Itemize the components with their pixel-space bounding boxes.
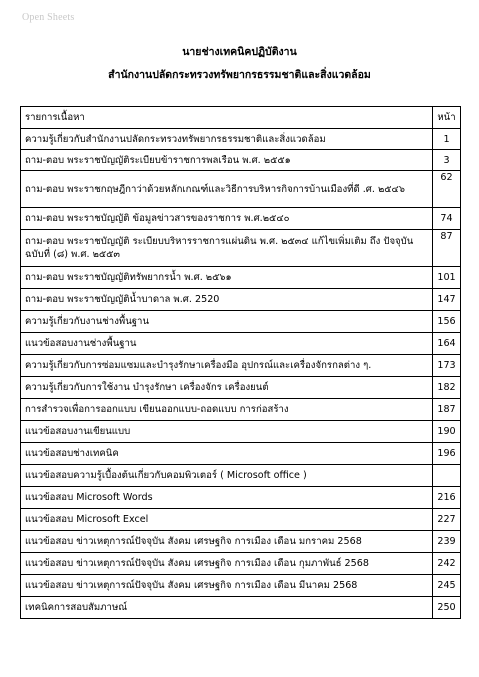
table-row <box>21 208 461 230</box>
toc-header-title: รายการเนื้อหา <box>21 107 433 129</box>
toc-item-page: 196 <box>433 443 461 465</box>
toc-item-title: ถาม-ตอบ พระราชกฤษฎีกาว่าด้วยหลักเกณฑ์และวิธีการบริหารกิจการบ้านเมืองที่ดี .ศ. ๒๕๔๖ <box>21 171 433 208</box>
toc-item-title: ความรู้เกี่ยวกับการซ่อมแซมและบำรุงรักษาเครื่องมือ อุปกรณ์และเครื่องจักรกลต่าง ๆ. <box>21 355 433 377</box>
toc-item-page: 87 <box>433 230 461 267</box>
toc-item-page: 156 <box>433 311 461 333</box>
toc-item-page: 173 <box>433 355 461 377</box>
document-subtitle: สำนักงานปลัดกระทรวงทรัพยากรธรรมชาติและสิ่งแวดล้อม <box>108 69 371 81</box>
toc-item-page: 250 <box>433 597 461 619</box>
toc-item-page: 182 <box>433 377 461 399</box>
toc-item-page: 242 <box>433 553 461 575</box>
toc-item-page: 239 <box>433 531 461 553</box>
table-row <box>21 597 461 619</box>
toc-item-title: แนวข้อสอบงานเขียนแบบ <box>21 421 433 443</box>
table-row <box>21 230 461 267</box>
toc-item-page: 187 <box>433 399 461 421</box>
table-row <box>21 465 461 487</box>
table-row <box>21 509 461 531</box>
table-row <box>21 399 461 421</box>
document-title: นายช่างเทคนิคปฏิบัติงาน <box>182 46 297 58</box>
toc-item-title: แนวข้อสอบ ข่าวเหตุการณ์ปัจจุบัน สังคม เศรษฐกิจ การเมือง เดือน กุมภาพันธ์ 2568 <box>21 553 433 575</box>
toc-item-title: ความรู้เกี่ยวกับสำนักงานปลัดกระทรวงทรัพยากรธรรมชาติและสิ่งแวดล้อม <box>21 129 433 150</box>
table-row <box>21 355 461 377</box>
toc-item-title: แนวข้อสอบ Microsoft Excel <box>21 509 433 531</box>
table-row <box>21 531 461 553</box>
table-row <box>21 421 461 443</box>
table-row <box>21 267 461 289</box>
toc-item-title: แนวข้อสอบงานช่างพื้นฐาน <box>21 333 433 355</box>
toc-item-page <box>433 465 461 487</box>
table-of-contents <box>20 106 461 619</box>
toc-item-title: ถาม-ตอบ พระราชบัญญัติ ข้อมูลข่าวสารของราชการ พ.ศ.๒๕๔๐ <box>21 208 433 230</box>
toc-item-page: 216 <box>433 487 461 509</box>
toc-item-page: 164 <box>433 333 461 355</box>
toc-header-page: หน้า <box>433 107 461 129</box>
toc-item-title: แนวข้อสอบ Microsoft Words <box>21 487 433 509</box>
toc-item-title: ถาม-ตอบ พระราชบัญญัติทรัพยากรน้ำ พ.ศ. ๒๕๖๑ <box>21 267 433 289</box>
table-row <box>21 333 461 355</box>
toc-item-title: ถาม-ตอบ พระราชบัญญัติระเบียบข้าราชการพลเรือน พ.ศ. ๒๕๕๑ <box>21 150 433 171</box>
toc-item-title: ถาม-ตอบ พระราชบัญญัติ ระเบียบบริหารราชการแผ่นดิน พ.ศ. ๒๕๓๔ แก้ไขเพิ่มเติม ถึง ปัจจุบัน ฉบับที่ (๘) พ.ศ. ๒๕๕๓ <box>21 230 433 267</box>
toc-item-title: แนวข้อสอบช่างเทคนิค <box>21 443 433 465</box>
table-row <box>21 289 461 311</box>
toc-item-title: ความรู้เกี่ยวกับงานช่างพื้นฐาน <box>21 311 433 333</box>
toc-item-title: แนวข้อสอบความรู้เบื้องต้นเกี่ยวกับคอมพิวเตอร์ ( Microsoft office ) <box>21 465 433 487</box>
table-row <box>21 487 461 509</box>
toc-item-page: 3 <box>433 150 461 171</box>
toc-item-page: 147 <box>433 289 461 311</box>
toc-header-row <box>21 107 461 129</box>
toc-item-title: แนวข้อสอบ ข่าวเหตุการณ์ปัจจุบัน สังคม เศรษฐกิจ การเมือง เดือน มกราคม 2568 <box>21 531 433 553</box>
toc-item-title: เทคนิคการสอบสัมภาษณ์ <box>21 597 433 619</box>
toc-item-page: 101 <box>433 267 461 289</box>
watermark: Open Sheets <box>22 12 75 23</box>
toc-item-page: 1 <box>433 129 461 150</box>
toc-item-page: 227 <box>433 509 461 531</box>
toc-item-title: แนวข้อสอบ ข่าวเหตุการณ์ปัจจุบัน สังคม เศรษฐกิจ การเมือง เดือน มีนาคม 2568 <box>21 575 433 597</box>
table-row <box>21 575 461 597</box>
table-row <box>21 553 461 575</box>
toc-item-page: 62 <box>433 171 461 208</box>
table-row <box>21 377 461 399</box>
toc-item-title: ถาม-ตอบ พระราชบัญญัติน้ำบาดาล พ.ศ. 2520 <box>21 289 433 311</box>
table-row <box>21 311 461 333</box>
table-row <box>21 443 461 465</box>
toc-item-title: การสำรวจเพื่อการออกแบบ เขียนออกแบบ-ถอดแบบ การก่อสร้าง <box>21 399 433 421</box>
toc-item-page: 190 <box>433 421 461 443</box>
table-row <box>21 150 461 171</box>
table-row <box>21 129 461 150</box>
table-row <box>21 171 461 208</box>
toc-item-page: 74 <box>433 208 461 230</box>
toc-item-title: ความรู้เกี่ยวกับการใช้งาน บำรุงรักษา เครื่องจักร เครื่องยนต์ <box>21 377 433 399</box>
toc-item-page: 245 <box>433 575 461 597</box>
